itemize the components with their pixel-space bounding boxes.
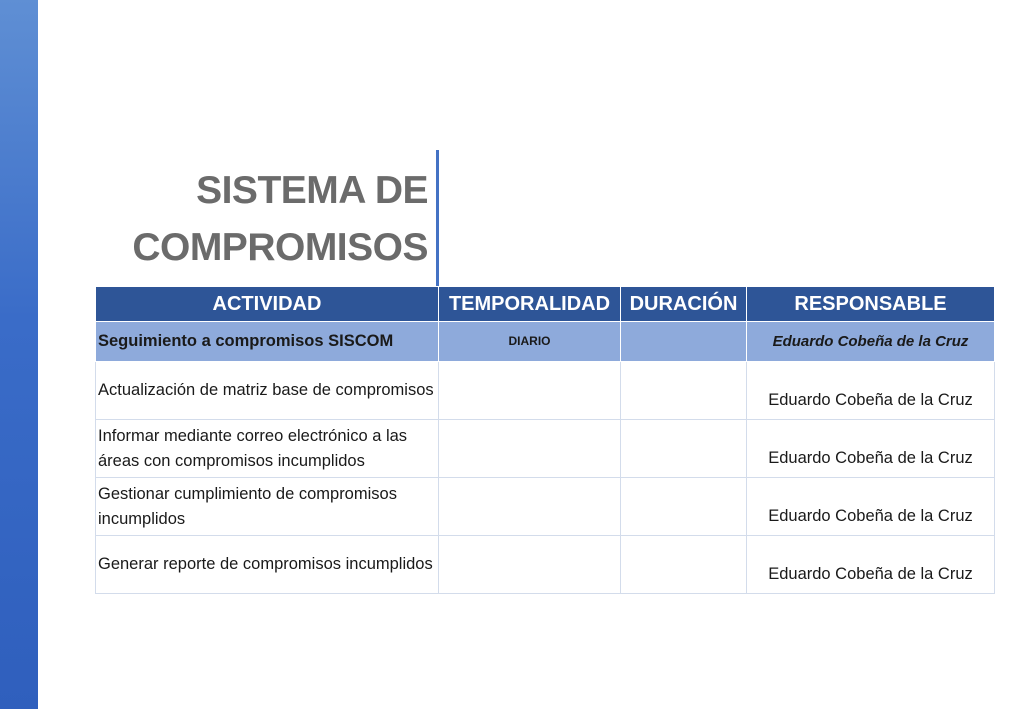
cell-temporalidad: DIARIO bbox=[439, 322, 621, 362]
cell-actividad: Seguimiento a compromisos SISCOM bbox=[96, 322, 439, 362]
cell-actividad: Informar mediante correo electrónico a las áreas con compromisos incumplidos bbox=[96, 420, 439, 478]
cell-actividad: Actualización de matriz base de compromisos bbox=[96, 362, 439, 420]
cell-duracion bbox=[621, 322, 747, 362]
cell-responsable: Eduardo Cobeña de la Cruz bbox=[747, 362, 995, 420]
activities-table bbox=[95, 286, 995, 594]
cell-temporalidad bbox=[439, 478, 621, 536]
cell-duracion bbox=[621, 536, 747, 594]
page-title bbox=[100, 162, 428, 276]
table-row bbox=[96, 478, 995, 536]
header-actividad: ACTIVIDAD bbox=[96, 287, 439, 322]
table-row bbox=[96, 420, 995, 478]
cell-responsable: Eduardo Cobeña de la Cruz bbox=[747, 478, 995, 536]
cell-actividad: Generar reporte de compromisos incumplidos bbox=[96, 536, 439, 594]
side-accent-bar bbox=[0, 0, 38, 709]
table-row bbox=[96, 536, 995, 594]
cell-duracion bbox=[621, 420, 747, 478]
cell-actividad: Gestionar cumplimiento de compromisos incumplidos bbox=[96, 478, 439, 536]
cell-responsable: Eduardo Cobeña de la Cruz bbox=[747, 420, 995, 478]
header-temporalidad: TEMPORALIDAD bbox=[439, 287, 621, 322]
table-row bbox=[96, 322, 995, 362]
cell-duracion bbox=[621, 362, 747, 420]
title-line-1: SISTEMA DE bbox=[196, 169, 428, 212]
title-line-2: COMPROMISOS bbox=[132, 226, 428, 269]
cell-temporalidad bbox=[439, 420, 621, 478]
cell-responsable: Eduardo Cobeña de la Cruz bbox=[747, 536, 995, 594]
table-header-row bbox=[96, 287, 995, 322]
table-row bbox=[96, 362, 995, 420]
header-responsable: RESPONSABLE bbox=[747, 287, 995, 322]
cell-temporalidad bbox=[439, 536, 621, 594]
header-duracion: DURACIÓN bbox=[621, 287, 747, 322]
cell-duracion bbox=[621, 478, 747, 536]
cell-temporalidad bbox=[439, 362, 621, 420]
cell-responsable: Eduardo Cobeña de la Cruz bbox=[747, 322, 995, 362]
title-divider bbox=[436, 150, 439, 286]
